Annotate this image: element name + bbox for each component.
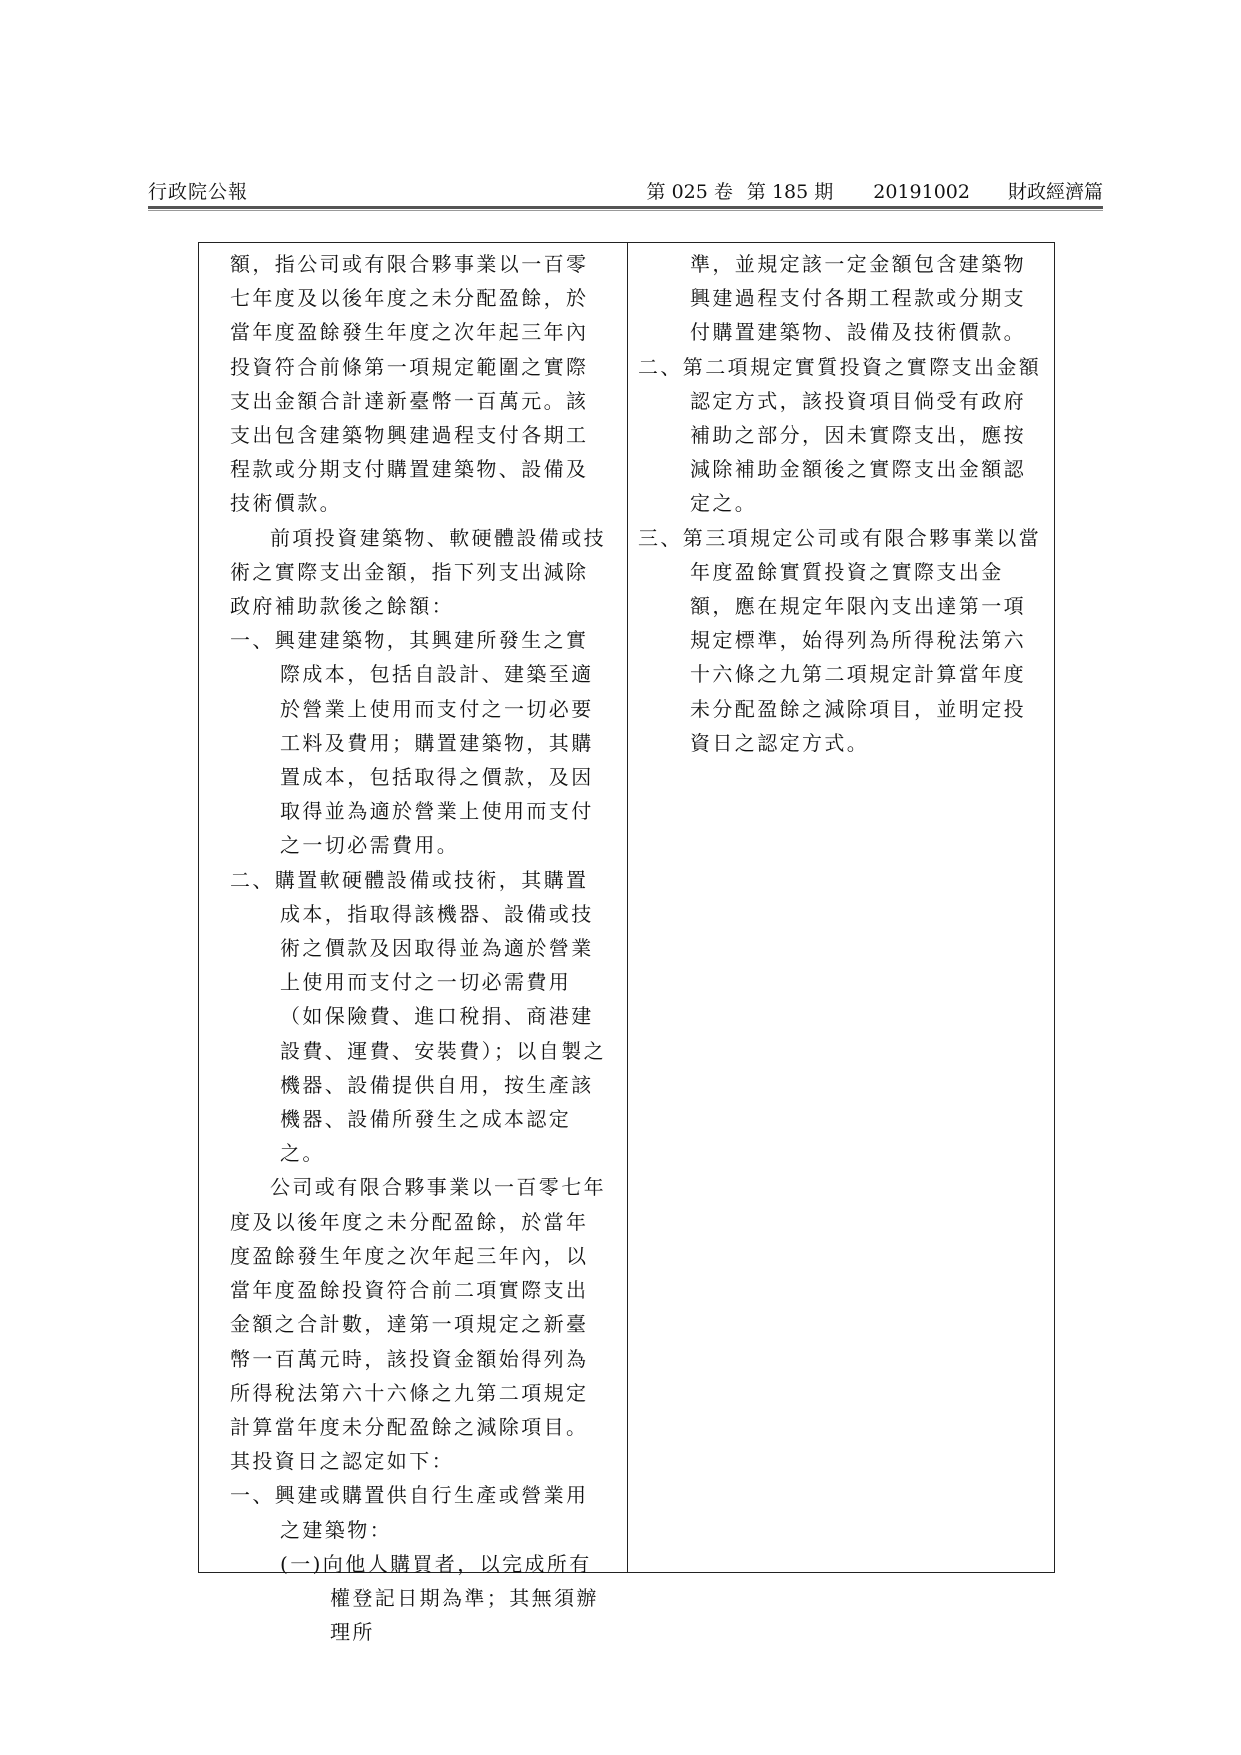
- section-label: 財政經濟篇: [1007, 181, 1103, 203]
- column-divider: [627, 243, 628, 1572]
- right-continuation: 準，並規定該一定金額包含建築物興建過程支付各期工程款或分期支付購置建築物、設備及技術價款。: [690, 252, 1026, 345]
- left-paragraph-3: 公司或有限合夥事業以一百零七年度及以後年度之未分配盈餘，於當年度盈餘發生年度之次年起三年內，以當年度盈餘投資符合前二項實際支出金額之合計數，達第一項規定之新臺幣一百萬元時，該投資金額始得列為所得稅法第六十六條之九第二項規定計算當年度未分配盈餘之減除項目。其投資日之認定如下：: [230, 1175, 606, 1474]
- page-header: [148, 178, 1103, 206]
- volume-label: 第 025 卷: [646, 181, 733, 203]
- comparison-table: [198, 242, 1055, 1645]
- right-item-2: 二、第二項規定實質投資之實際支出金額認定方式，該投資項目倘受有政府補助之部分，因未實際支出，應按減除補助金額後之實際支出金額認定之。: [638, 354, 1042, 516]
- left-column: [230, 247, 610, 1649]
- left-item-1: 一、興建建築物，其興建所發生之實際成本，包括自設計、建築至適於營業上使用而支付之一切必要工料及費用；購置建築物，其購置成本，包括取得之價款，及因取得並為適於營業上使用而支付之一切必需費用。: [230, 628, 594, 858]
- left-subitem-1: (一)向他人購買者，以完成所有權登記日期為準；其無須辦理所: [280, 1551, 599, 1645]
- left-paragraph-2: 前項投資建築物、軟硬體設備或技術之實際支出金額，指下列支出減除政府補助款後之餘額：: [230, 525, 606, 619]
- header-rule-thin: [148, 210, 1103, 211]
- right-column: [638, 247, 1048, 760]
- issue-date: 20191002: [873, 181, 970, 203]
- right-item-3: 三、第三項規定公司或有限合夥事業以當年度盈餘實質投資之實際支出金額，應在規定年限內支出達第一項規定標準，始得列為所得稅法第六十六條之九第二項規定計算當年度未分配盈餘之減除項目，並明定投資日之認定方式。: [638, 525, 1042, 755]
- left-paragraph-1: 額，指公司或有限合夥事業以一百零七年度及以後年度之未分配盈餘，於當年度盈餘發生年度之次年起三年內投資符合前條第一項規定範圍之實際支出金額合計達新臺幣一百萬元。該支出包含建築物興建過程支付各期工程款或分期支付購置建築物、設備及技術價款。: [230, 252, 589, 516]
- header-rule: [148, 206, 1103, 209]
- issue-label: 第 185 期: [746, 181, 834, 203]
- left-item-3: 一、興建或購置供自行生產或營業用之建築物：: [230, 1483, 589, 1542]
- issue-info: [647, 178, 1103, 206]
- left-item-2: 二、購置軟硬體設備或技術，其購置成本，指取得該機器、設備或技術之價款及因取得並為適於營業上使用而支付之一切必需費用（如保險費、進口稅捐、商港建設費、運費、安裝費）；以自製之機器、設備提供自用，按生產該機器、設備所發生之成本認定之。: [230, 867, 606, 1166]
- publisher-name: 行政院公報: [148, 181, 249, 203]
